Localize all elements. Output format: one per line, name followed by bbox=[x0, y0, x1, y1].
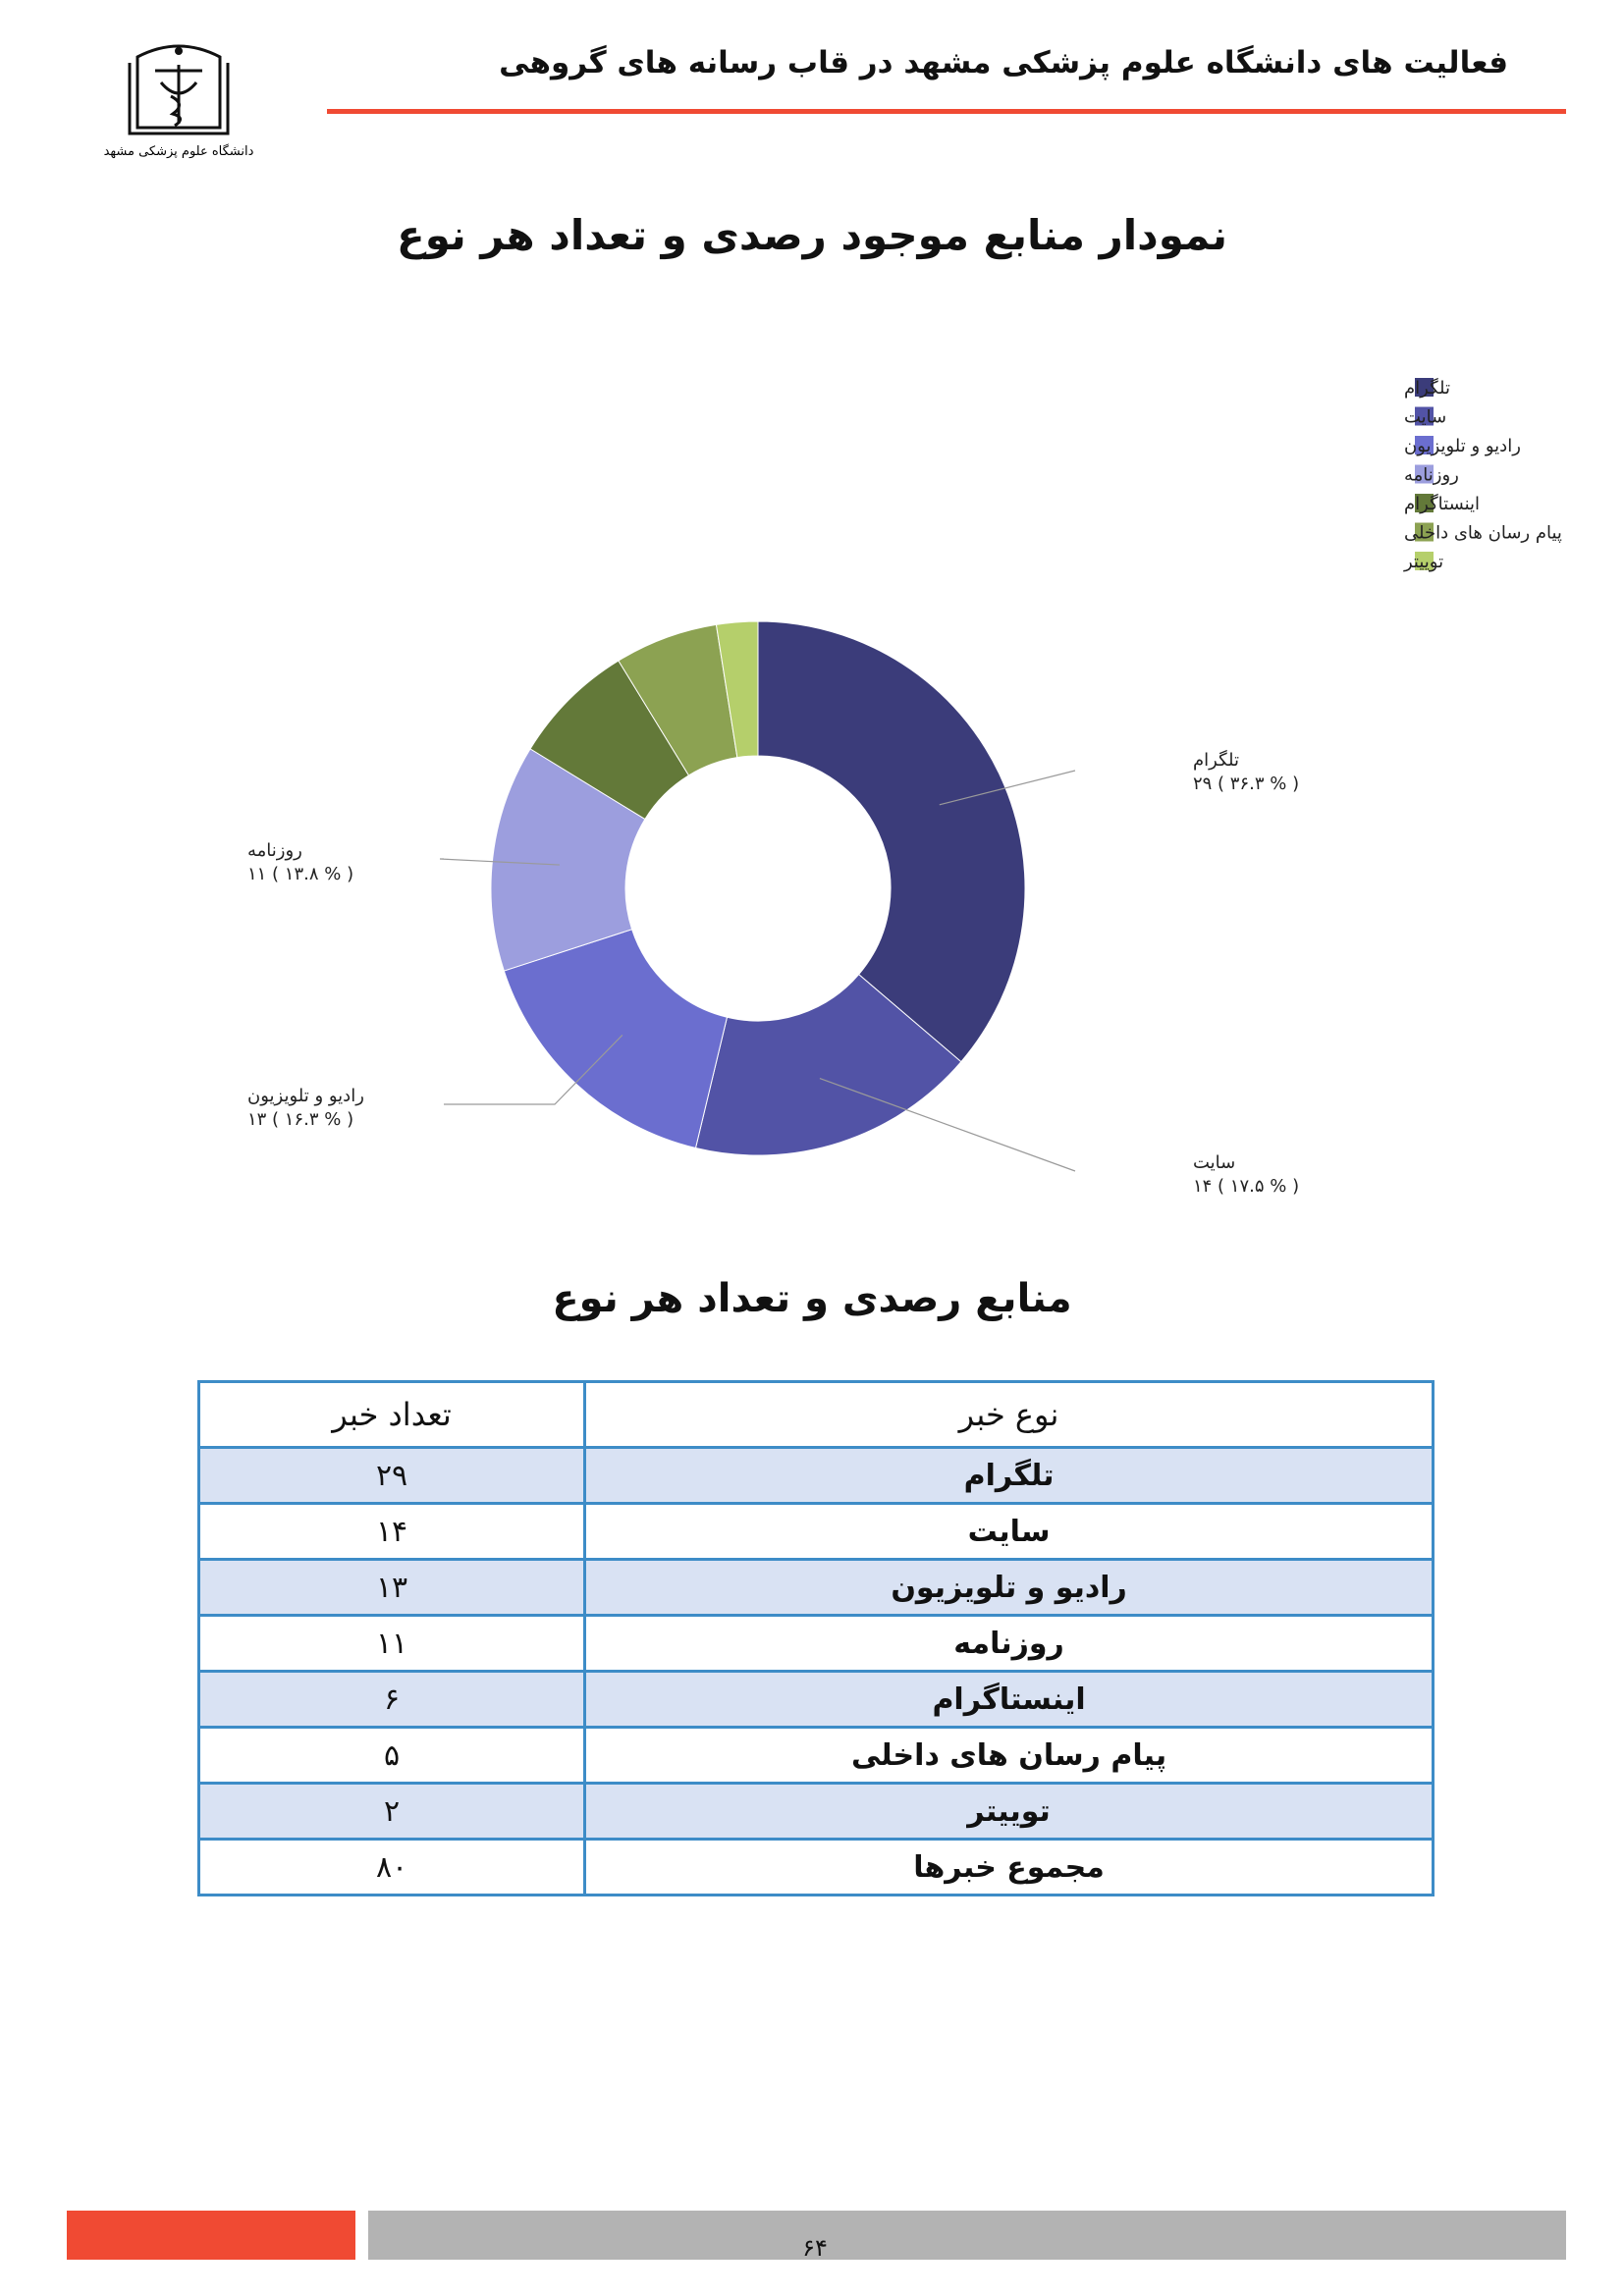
chart-legend bbox=[1403, 377, 1562, 572]
header-divider bbox=[327, 109, 1566, 114]
callout-label: روزنامه bbox=[247, 840, 302, 861]
footer-bar bbox=[368, 2211, 1566, 2260]
row-count: ۶ bbox=[199, 1672, 585, 1728]
table-row bbox=[199, 1728, 1434, 1784]
donut-chart bbox=[0, 353, 1624, 1237]
callout-value: ۱۴ ( ۱۷.۵ % ) bbox=[1193, 1176, 1300, 1197]
logo-caption: دانشگاه علوم پزشکی مشهد bbox=[103, 144, 254, 159]
page-number: ۶۴ bbox=[802, 2234, 828, 2262]
legend-label: تلگرام bbox=[1404, 378, 1450, 399]
page-header-title: فعالیت های دانشگاه علوم پزشکی مشهد در قاب رسانه های گروهی bbox=[499, 45, 1508, 80]
table-row-total bbox=[199, 1840, 1434, 1896]
row-count: ۱۱ bbox=[199, 1616, 585, 1672]
callout-value: ۱۱ ( ۱۳.۸ % ) bbox=[247, 864, 354, 884]
legend-label: توییتر bbox=[1404, 552, 1444, 572]
table-header-row bbox=[199, 1382, 1434, 1448]
legend-label: پیام رسان های داخلی bbox=[1404, 522, 1562, 544]
table-row bbox=[199, 1616, 1434, 1672]
callout-label: سایت bbox=[1193, 1152, 1236, 1173]
table-row bbox=[199, 1672, 1434, 1728]
donut-slice bbox=[504, 930, 727, 1148]
row-type: روزنامه bbox=[585, 1616, 1434, 1672]
legend-label: روزنامه bbox=[1404, 464, 1459, 486]
row-type: توییتر bbox=[585, 1784, 1434, 1840]
table-row bbox=[199, 1784, 1434, 1840]
column-header-count: تعداد خبر bbox=[199, 1382, 585, 1448]
donut-slice bbox=[758, 621, 1025, 1062]
row-count: ۸۰ bbox=[199, 1840, 585, 1896]
row-count: ۱۳ bbox=[199, 1560, 585, 1616]
row-count: ۲۹ bbox=[199, 1448, 585, 1504]
column-header-type: نوع خبر bbox=[585, 1382, 1434, 1448]
row-count: ۵ bbox=[199, 1728, 585, 1784]
row-type: تلگرام bbox=[585, 1448, 1434, 1504]
table-row bbox=[199, 1504, 1434, 1560]
footer-accent-bar bbox=[67, 2211, 355, 2260]
table-title: منابع رصدی و تعداد هر نوع bbox=[552, 1276, 1072, 1321]
legend-label: رادیو و تلویزیون bbox=[1404, 436, 1521, 456]
callout-value: ۱۳ ( ۱۶.۳ % ) bbox=[247, 1109, 354, 1130]
table-row bbox=[199, 1448, 1434, 1504]
legend-label: سایت bbox=[1404, 406, 1447, 428]
row-type: رادیو و تلویزیون bbox=[585, 1560, 1434, 1616]
row-type: اینستاگرام bbox=[585, 1672, 1434, 1728]
table-row bbox=[199, 1560, 1434, 1616]
row-count: ۱۴ bbox=[199, 1504, 585, 1560]
row-type: مجموع خبرها bbox=[585, 1840, 1434, 1896]
legend-label: اینستاگرام bbox=[1404, 494, 1481, 514]
chart-slices bbox=[491, 621, 1025, 1155]
news-sources-table bbox=[197, 1380, 1435, 1896]
university-logo bbox=[103, 35, 254, 163]
chart-title: نمودار منابع موجود رصدی و تعداد هر نوع bbox=[397, 211, 1227, 259]
row-type: پیام رسان های داخلی bbox=[585, 1728, 1434, 1784]
callout-value: ۲۹ ( ۳۶.۳ % ) bbox=[1193, 774, 1300, 794]
row-type: سایت bbox=[585, 1504, 1434, 1560]
callout-label: رادیو و تلویزیون bbox=[247, 1086, 364, 1106]
row-count: ۲ bbox=[199, 1784, 585, 1840]
callout-label: تلگرام bbox=[1193, 750, 1239, 771]
